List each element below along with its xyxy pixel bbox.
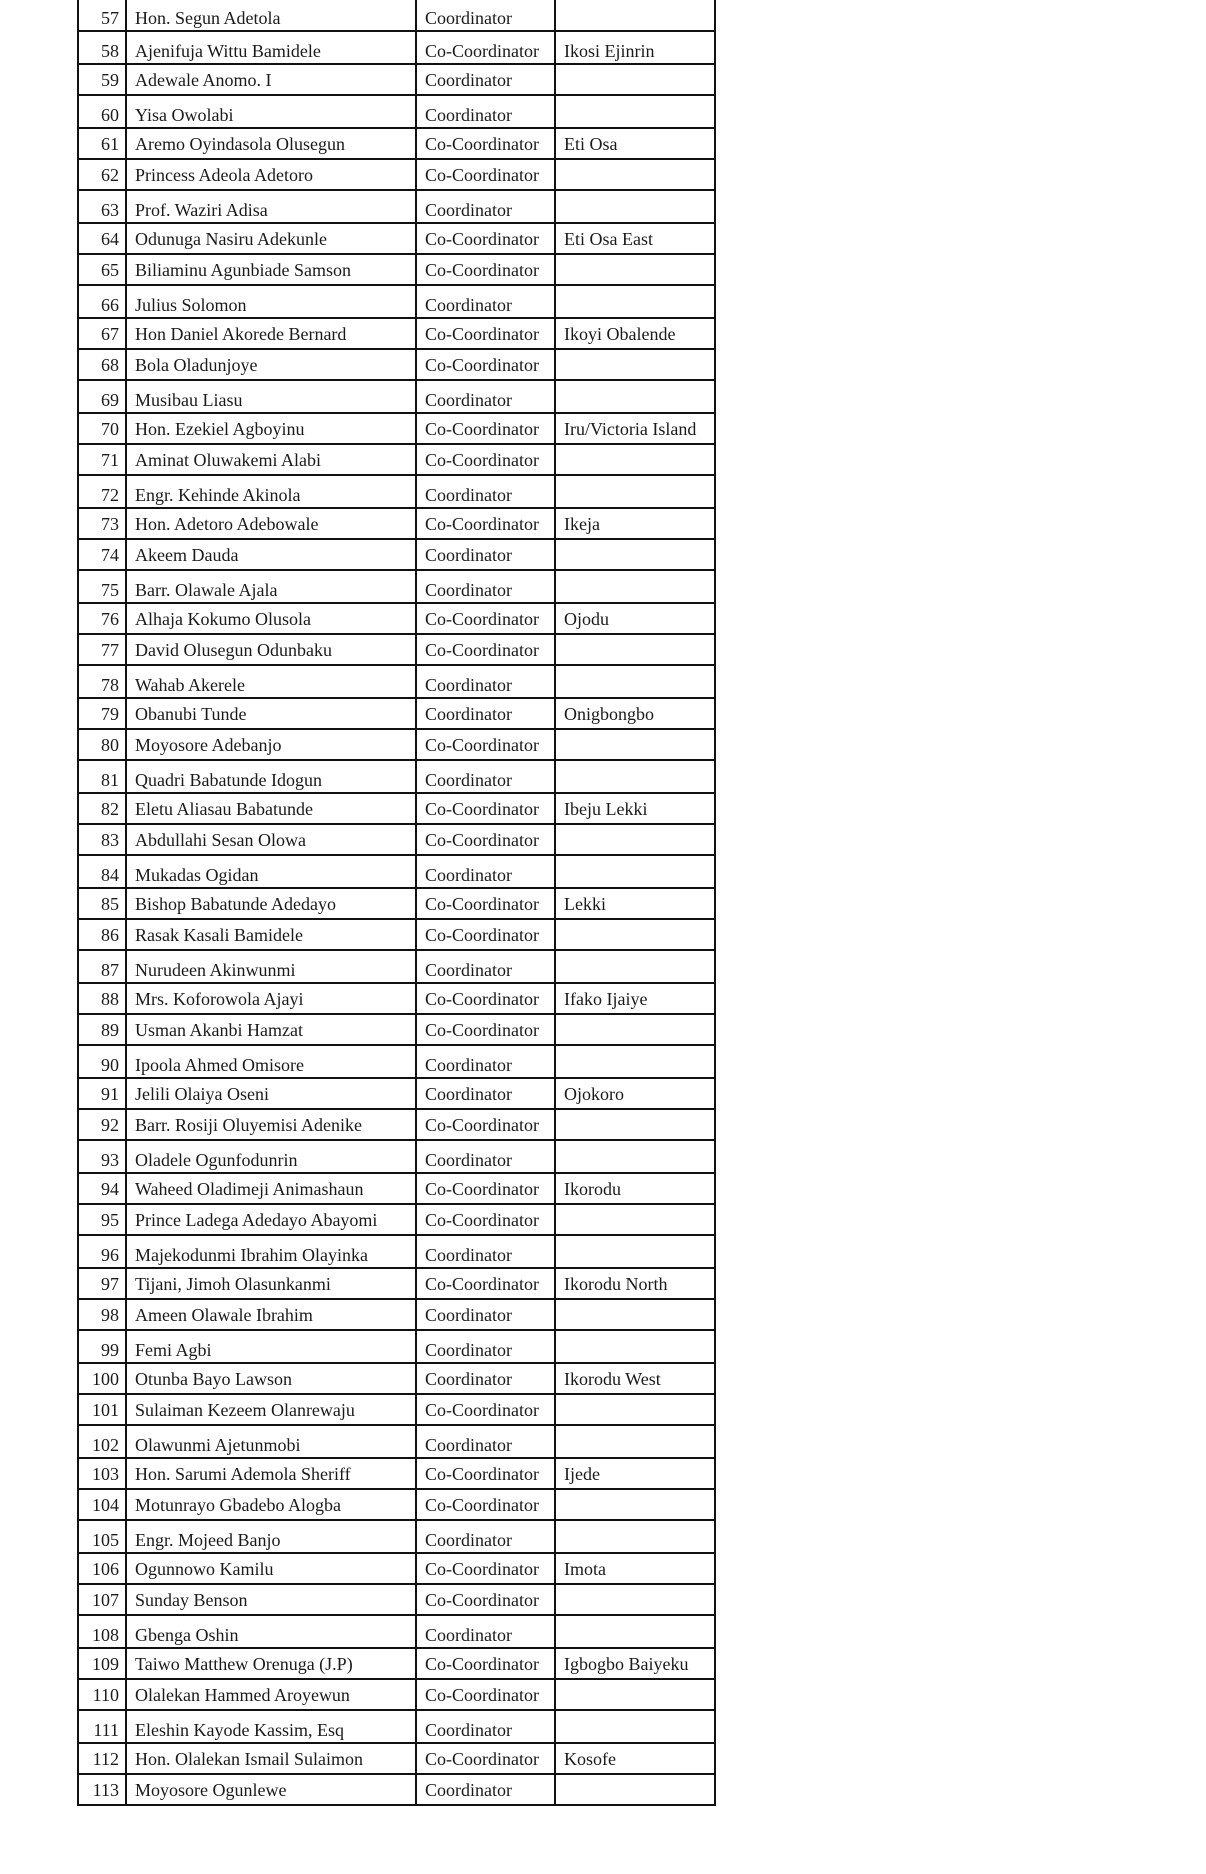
table-row	[78, 1425, 715, 1458]
area-cell	[555, 0, 715, 31]
area-cell	[555, 665, 715, 698]
area-cell	[555, 570, 715, 603]
table-row	[78, 475, 715, 508]
name-cell: Hon. Ezekiel Agboyinu	[126, 413, 416, 444]
name-cell: Sulaiman Kezeem Olanrewaju	[126, 1394, 416, 1425]
table-row	[78, 64, 715, 95]
area-cell	[555, 190, 715, 223]
name-cell: Aremo Oyindasola Olusegun	[126, 128, 416, 159]
row-number: 63	[78, 190, 126, 223]
name-cell: Hon. Segun Adetola	[126, 0, 416, 31]
row-number: 86	[78, 919, 126, 950]
table-row	[78, 285, 715, 318]
row-number: 71	[78, 444, 126, 475]
row-number: 90	[78, 1045, 126, 1078]
area-cell	[555, 1330, 715, 1363]
row-number: 69	[78, 380, 126, 413]
row-number: 73	[78, 508, 126, 539]
area-cell	[555, 1014, 715, 1045]
table-row	[78, 349, 715, 380]
area-cell	[555, 1425, 715, 1458]
area-cell	[555, 254, 715, 285]
role-cell: Co-Coordinator	[416, 318, 555, 349]
name-cell: Aminat Oluwakemi Alabi	[126, 444, 416, 475]
name-cell: Julius Solomon	[126, 285, 416, 318]
role-cell: Coordinator	[416, 1045, 555, 1078]
name-cell: Barr. Olawale Ajala	[126, 570, 416, 603]
name-cell: Quadri Babatunde Idogun	[126, 760, 416, 793]
name-cell: Ogunnowo Kamilu	[126, 1553, 416, 1584]
role-cell: Co-Coordinator	[416, 1743, 555, 1774]
area-cell	[555, 919, 715, 950]
row-number: 74	[78, 539, 126, 570]
role-cell: Coordinator	[416, 0, 555, 31]
role-cell: Coordinator	[416, 1710, 555, 1743]
name-cell: Engr. Mojeed Banjo	[126, 1520, 416, 1553]
role-cell: Co-Coordinator	[416, 1553, 555, 1584]
role-cell: Co-Coordinator	[416, 1584, 555, 1615]
name-cell: Motunrayo Gbadebo Alogba	[126, 1489, 416, 1520]
role-cell: Co-Coordinator	[416, 159, 555, 190]
name-cell: Hon. Sarumi Ademola Sheriff	[126, 1458, 416, 1489]
role-cell: Coordinator	[416, 1235, 555, 1268]
row-number: 107	[78, 1584, 126, 1615]
name-cell: Hon. Olalekan Ismail Sulaimon	[126, 1743, 416, 1774]
role-cell: Co-Coordinator	[416, 1458, 555, 1489]
row-number: 98	[78, 1299, 126, 1330]
table-row	[78, 1173, 715, 1204]
name-cell: Hon Daniel Akorede Bernard	[126, 318, 416, 349]
table-row	[78, 570, 715, 603]
name-cell: Mukadas Ogidan	[126, 855, 416, 888]
role-cell: Co-Coordinator	[416, 603, 555, 634]
row-number: 113	[78, 1774, 126, 1805]
role-cell: Co-Coordinator	[416, 444, 555, 475]
row-number: 99	[78, 1330, 126, 1363]
name-cell: David Olusegun Odunbaku	[126, 634, 416, 665]
area-cell	[555, 1710, 715, 1743]
name-cell: Princess Adeola Adetoro	[126, 159, 416, 190]
row-number: 105	[78, 1520, 126, 1553]
role-cell: Coordinator	[416, 475, 555, 508]
role-cell: Co-Coordinator	[416, 1173, 555, 1204]
area-cell	[555, 1394, 715, 1425]
role-cell: Co-Coordinator	[416, 824, 555, 855]
row-number: 97	[78, 1268, 126, 1299]
table-row	[78, 1078, 715, 1109]
name-cell: Akeem Dauda	[126, 539, 416, 570]
name-cell: Olawunmi Ajetunmobi	[126, 1425, 416, 1458]
role-cell: Co-Coordinator	[416, 31, 555, 64]
row-number: 89	[78, 1014, 126, 1045]
area-cell: Imota	[555, 1553, 715, 1584]
area-cell: Ikosi Ejinrin	[555, 31, 715, 64]
name-cell: Musibau Liasu	[126, 380, 416, 413]
table-row	[78, 1615, 715, 1648]
row-number: 112	[78, 1743, 126, 1774]
table-row	[78, 1584, 715, 1615]
row-number: 59	[78, 64, 126, 95]
name-cell: Sunday Benson	[126, 1584, 416, 1615]
area-cell: Onigbongbo	[555, 698, 715, 729]
role-cell: Co-Coordinator	[416, 1204, 555, 1235]
area-cell	[555, 64, 715, 95]
area-cell	[555, 444, 715, 475]
area-cell	[555, 729, 715, 760]
role-cell: Coordinator	[416, 570, 555, 603]
row-number: 109	[78, 1648, 126, 1679]
row-number: 95	[78, 1204, 126, 1235]
table-row	[78, 31, 715, 64]
row-number: 91	[78, 1078, 126, 1109]
row-number: 104	[78, 1489, 126, 1520]
role-cell: Coordinator	[416, 1078, 555, 1109]
role-cell: Coordinator	[416, 1363, 555, 1394]
area-cell: Ikorodu	[555, 1173, 715, 1204]
table-row	[78, 1204, 715, 1235]
role-cell: Coordinator	[416, 1330, 555, 1363]
role-cell: Coordinator	[416, 950, 555, 983]
name-cell: Barr. Rosiji Oluyemisi Adenike	[126, 1109, 416, 1140]
role-cell: Co-Coordinator	[416, 793, 555, 824]
area-cell	[555, 349, 715, 380]
table-row	[78, 760, 715, 793]
table-row	[78, 1489, 715, 1520]
area-cell: Ikoyi Obalende	[555, 318, 715, 349]
table-row	[78, 1679, 715, 1710]
role-cell: Co-Coordinator	[416, 1268, 555, 1299]
table-row	[78, 950, 715, 983]
name-cell: Usman Akanbi Hamzat	[126, 1014, 416, 1045]
table-row	[78, 1109, 715, 1140]
name-cell: Prince Ladega Adedayo Abayomi	[126, 1204, 416, 1235]
coordinators-table-body	[78, 0, 715, 1805]
name-cell: Rasak Kasali Bamidele	[126, 919, 416, 950]
row-number: 101	[78, 1394, 126, 1425]
area-cell: Ikeja	[555, 508, 715, 539]
table-row	[78, 190, 715, 223]
area-cell	[555, 1140, 715, 1173]
role-cell: Coordinator	[416, 380, 555, 413]
name-cell: Ameen Olawale Ibrahim	[126, 1299, 416, 1330]
role-cell: Coordinator	[416, 855, 555, 888]
row-number: 100	[78, 1363, 126, 1394]
name-cell: Engr. Kehinde Akinola	[126, 475, 416, 508]
area-cell	[555, 1045, 715, 1078]
row-number: 62	[78, 159, 126, 190]
row-number: 110	[78, 1679, 126, 1710]
table-row	[78, 1268, 715, 1299]
area-cell	[555, 1584, 715, 1615]
name-cell: Adewale Anomo. I	[126, 64, 416, 95]
table-row	[78, 824, 715, 855]
role-cell: Coordinator	[416, 665, 555, 698]
name-cell: Otunba Bayo Lawson	[126, 1363, 416, 1394]
area-cell	[555, 1774, 715, 1805]
role-cell: Co-Coordinator	[416, 983, 555, 1014]
role-cell: Coordinator	[416, 1615, 555, 1648]
area-cell: Lekki	[555, 888, 715, 919]
name-cell: Taiwo Matthew Orenuga (J.P)	[126, 1648, 416, 1679]
role-cell: Co-Coordinator	[416, 349, 555, 380]
role-cell: Co-Coordinator	[416, 1014, 555, 1045]
role-cell: Co-Coordinator	[416, 1489, 555, 1520]
area-cell: Ojodu	[555, 603, 715, 634]
role-cell: Co-Coordinator	[416, 919, 555, 950]
area-cell	[555, 1520, 715, 1553]
role-cell: Co-Coordinator	[416, 508, 555, 539]
row-number: 83	[78, 824, 126, 855]
area-cell	[555, 380, 715, 413]
table-row	[78, 223, 715, 254]
row-number: 102	[78, 1425, 126, 1458]
role-cell: Co-Coordinator	[416, 1109, 555, 1140]
row-number: 82	[78, 793, 126, 824]
coordinators-table	[77, 0, 716, 1806]
name-cell: Tijani, Jimoh Olasunkanmi	[126, 1268, 416, 1299]
name-cell: Waheed Oladimeji Animashaun	[126, 1173, 416, 1204]
row-number: 103	[78, 1458, 126, 1489]
area-cell	[555, 950, 715, 983]
name-cell: Moyosore Ogunlewe	[126, 1774, 416, 1805]
role-cell: Coordinator	[416, 190, 555, 223]
table-row	[78, 508, 715, 539]
row-number: 67	[78, 318, 126, 349]
table-row	[78, 380, 715, 413]
table-row	[78, 1045, 715, 1078]
role-cell: Co-Coordinator	[416, 413, 555, 444]
row-number: 96	[78, 1235, 126, 1268]
row-number: 78	[78, 665, 126, 698]
name-cell: Wahab Akerele	[126, 665, 416, 698]
table-row	[78, 793, 715, 824]
row-number: 60	[78, 95, 126, 128]
area-cell	[555, 539, 715, 570]
role-cell: Coordinator	[416, 539, 555, 570]
row-number: 65	[78, 254, 126, 285]
table-row	[78, 0, 715, 31]
row-number: 57	[78, 0, 126, 31]
role-cell: Co-Coordinator	[416, 223, 555, 254]
table-row	[78, 1235, 715, 1268]
role-cell: Coordinator	[416, 1425, 555, 1458]
table-row	[78, 1520, 715, 1553]
role-cell: Coordinator	[416, 285, 555, 318]
name-cell: Alhaja Kokumo Olusola	[126, 603, 416, 634]
role-cell: Coordinator	[416, 698, 555, 729]
table-row	[78, 1363, 715, 1394]
table-row	[78, 1553, 715, 1584]
table-row	[78, 1648, 715, 1679]
table-row	[78, 95, 715, 128]
role-cell: Co-Coordinator	[416, 1648, 555, 1679]
row-number: 87	[78, 950, 126, 983]
row-number: 94	[78, 1173, 126, 1204]
row-number: 92	[78, 1109, 126, 1140]
area-cell: Ikorodu North	[555, 1268, 715, 1299]
table-row	[78, 539, 715, 570]
table-row	[78, 888, 715, 919]
name-cell: Bishop Babatunde Adedayo	[126, 888, 416, 919]
name-cell: Jelili Olaiya Oseni	[126, 1078, 416, 1109]
row-number: 76	[78, 603, 126, 634]
name-cell: Obanubi Tunde	[126, 698, 416, 729]
role-cell: Co-Coordinator	[416, 729, 555, 760]
name-cell: Ajenifuja Wittu Bamidele	[126, 31, 416, 64]
area-cell: Eti Osa East	[555, 223, 715, 254]
table-row	[78, 413, 715, 444]
table-row	[78, 128, 715, 159]
name-cell: Mrs. Koforowola Ajayi	[126, 983, 416, 1014]
area-cell: Ikorodu West	[555, 1363, 715, 1394]
area-cell	[555, 1109, 715, 1140]
table-row	[78, 254, 715, 285]
row-number: 79	[78, 698, 126, 729]
role-cell: Coordinator	[416, 95, 555, 128]
name-cell: Yisa Owolabi	[126, 95, 416, 128]
name-cell: Nurudeen Akinwunmi	[126, 950, 416, 983]
name-cell: Majekodunmi Ibrahim Olayinka	[126, 1235, 416, 1268]
table-row	[78, 1394, 715, 1425]
table-row	[78, 318, 715, 349]
table-row	[78, 634, 715, 665]
name-cell: Gbenga Oshin	[126, 1615, 416, 1648]
table-row	[78, 1330, 715, 1363]
role-cell: Co-Coordinator	[416, 254, 555, 285]
row-number: 75	[78, 570, 126, 603]
area-cell	[555, 475, 715, 508]
table-row	[78, 855, 715, 888]
row-number: 106	[78, 1553, 126, 1584]
name-cell: Eleshin Kayode Kassim, Esq	[126, 1710, 416, 1743]
role-cell: Co-Coordinator	[416, 1394, 555, 1425]
area-cell: Igbogbo Baiyeku	[555, 1648, 715, 1679]
row-number: 88	[78, 983, 126, 1014]
row-number: 81	[78, 760, 126, 793]
area-cell: Kosofe	[555, 1743, 715, 1774]
name-cell: Moyosore Adebanjo	[126, 729, 416, 760]
table-row	[78, 1458, 715, 1489]
area-cell: Ijede	[555, 1458, 715, 1489]
area-cell	[555, 1299, 715, 1330]
row-number: 68	[78, 349, 126, 380]
name-cell: Oladele Ogunfodunrin	[126, 1140, 416, 1173]
row-number: 108	[78, 1615, 126, 1648]
row-number: 70	[78, 413, 126, 444]
area-cell	[555, 634, 715, 665]
role-cell: Coordinator	[416, 1299, 555, 1330]
name-cell: Hon. Adetoro Adebowale	[126, 508, 416, 539]
area-cell: Iru/Victoria Island	[555, 413, 715, 444]
role-cell: Coordinator	[416, 1520, 555, 1553]
area-cell	[555, 824, 715, 855]
table-row	[78, 1743, 715, 1774]
area-cell	[555, 95, 715, 128]
area-cell	[555, 1489, 715, 1520]
role-cell: Coordinator	[416, 760, 555, 793]
name-cell: Odunuga Nasiru Adekunle	[126, 223, 416, 254]
role-cell: Co-Coordinator	[416, 1679, 555, 1710]
row-number: 64	[78, 223, 126, 254]
table-row	[78, 603, 715, 634]
role-cell: Co-Coordinator	[416, 634, 555, 665]
name-cell: Olalekan Hammed Aroyewun	[126, 1679, 416, 1710]
row-number: 84	[78, 855, 126, 888]
row-number: 80	[78, 729, 126, 760]
name-cell: Femi Agbi	[126, 1330, 416, 1363]
role-cell: Coordinator	[416, 64, 555, 95]
role-cell: Co-Coordinator	[416, 888, 555, 919]
table-row	[78, 698, 715, 729]
area-cell	[555, 1235, 715, 1268]
table-row	[78, 1710, 715, 1743]
row-number: 72	[78, 475, 126, 508]
name-cell: Abdullahi Sesan Olowa	[126, 824, 416, 855]
table-row	[78, 1140, 715, 1173]
area-cell	[555, 159, 715, 190]
area-cell	[555, 760, 715, 793]
table-row	[78, 1014, 715, 1045]
row-number: 77	[78, 634, 126, 665]
name-cell: Eletu Aliasau Babatunde	[126, 793, 416, 824]
table-row	[78, 665, 715, 698]
row-number: 58	[78, 31, 126, 64]
table-row	[78, 444, 715, 475]
row-number: 61	[78, 128, 126, 159]
area-cell	[555, 1679, 715, 1710]
row-number: 111	[78, 1710, 126, 1743]
role-cell: Co-Coordinator	[416, 128, 555, 159]
area-cell: Eti Osa	[555, 128, 715, 159]
row-number: 93	[78, 1140, 126, 1173]
area-cell: Ibeju Lekki	[555, 793, 715, 824]
area-cell: Ifako Ijaiye	[555, 983, 715, 1014]
row-number: 85	[78, 888, 126, 919]
name-cell: Prof. Waziri Adisa	[126, 190, 416, 223]
table-row	[78, 159, 715, 190]
area-cell	[555, 1615, 715, 1648]
name-cell: Ipoola Ahmed Omisore	[126, 1045, 416, 1078]
area-cell	[555, 285, 715, 318]
table-row	[78, 729, 715, 760]
table-row	[78, 983, 715, 1014]
name-cell: Bola Oladunjoye	[126, 349, 416, 380]
area-cell: Ojokoro	[555, 1078, 715, 1109]
name-cell: Biliaminu Agunbiade Samson	[126, 254, 416, 285]
table-row	[78, 1774, 715, 1805]
area-cell	[555, 855, 715, 888]
table-row	[78, 919, 715, 950]
role-cell: Coordinator	[416, 1774, 555, 1805]
area-cell	[555, 1204, 715, 1235]
table-row	[78, 1299, 715, 1330]
role-cell: Coordinator	[416, 1140, 555, 1173]
row-number: 66	[78, 285, 126, 318]
